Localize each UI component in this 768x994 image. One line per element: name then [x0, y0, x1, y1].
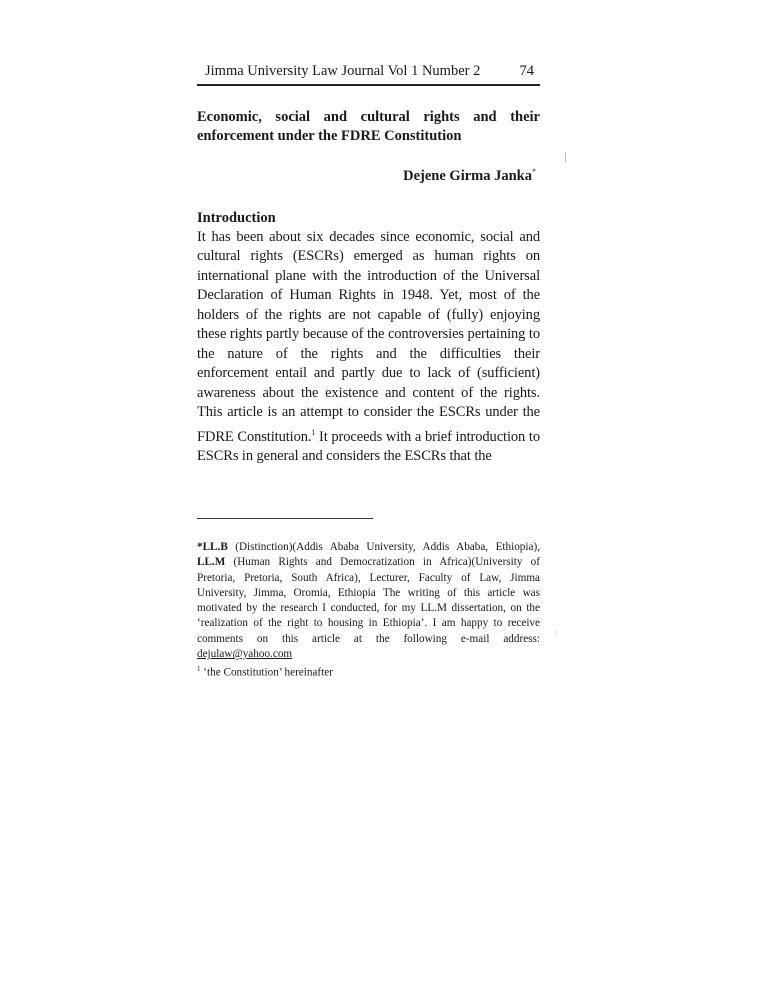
running-header [197, 60, 540, 86]
author-footnote-mark[interactable]: * [532, 167, 536, 176]
introduction-paragraph [197, 228, 540, 467]
author-name: Dejene Girma Janka [403, 167, 532, 184]
article-title: Economic, social and cultural rights and their enforcement under the FDRE Constitution [197, 109, 540, 144]
author-byline [197, 167, 540, 185]
footnote-1-text: ‘the Constitution’ hereinafter [200, 667, 333, 680]
footnote-author-text2: (Human Rights and Democratization in Africa)(University of Pretoria, Pretoria, South Africa), Lecturer, Faculty of Law, Jimma University, Jimma, Oromia, Ethiopia The writing of this article was motivated by the research I conducted, for my LL.M dissertation, on the ‘realization of the right to housing in Ethiopia’. I am happy to receive comments on this article at the following e-mail address: [197, 556, 540, 645]
introduction-text-part1: It has been about six decades since economic, social and cultural rights (ESCRs) emerged as human rights on international plane with the introduction of the Universal Declaration of Human Rights in 1948. Yet, most of the holders of the rights are not capable of (fully) enjoying these rights partly because of the controversies pertaining to the nature of the rights and the difficulties their enforcement entail and partly due to lack of (sufficient) awareness about the existence and content of the rights. This article is an attempt to consider the ESCRs under the FDRE Constitution. [197, 228, 540, 445]
footnote-1-number: 1 [197, 665, 201, 674]
journal-page [197, 60, 540, 680]
footnote-1 [197, 662, 540, 681]
footnote-degree-llm: LL.M [197, 556, 226, 569]
footnote-ref-1[interactable]: 1 [311, 427, 316, 437]
footnotes [197, 540, 540, 681]
journal-name: Jimma University Law Journal Vol 1 Number 2 [205, 63, 481, 79]
scan-speck [555, 630, 556, 636]
footnote-degree-llb: *LL.B [197, 541, 228, 553]
page-number: 74 [519, 63, 534, 79]
introduction-text-part2: It proceeds with a brief introduction to ESCRs in general and considers the ESCRs that the [197, 428, 540, 465]
scan-speck [565, 152, 566, 162]
footnote-author [197, 540, 540, 662]
footnote-divider [197, 518, 373, 519]
introduction-heading: Introduction [197, 209, 276, 226]
author-email-link[interactable]: dejulaw@yahoo.com [197, 648, 293, 661]
footnote-author-text1: (Distinction)(Addis Ababa University, Addis Ababa, Ethiopia), [227, 541, 540, 553]
